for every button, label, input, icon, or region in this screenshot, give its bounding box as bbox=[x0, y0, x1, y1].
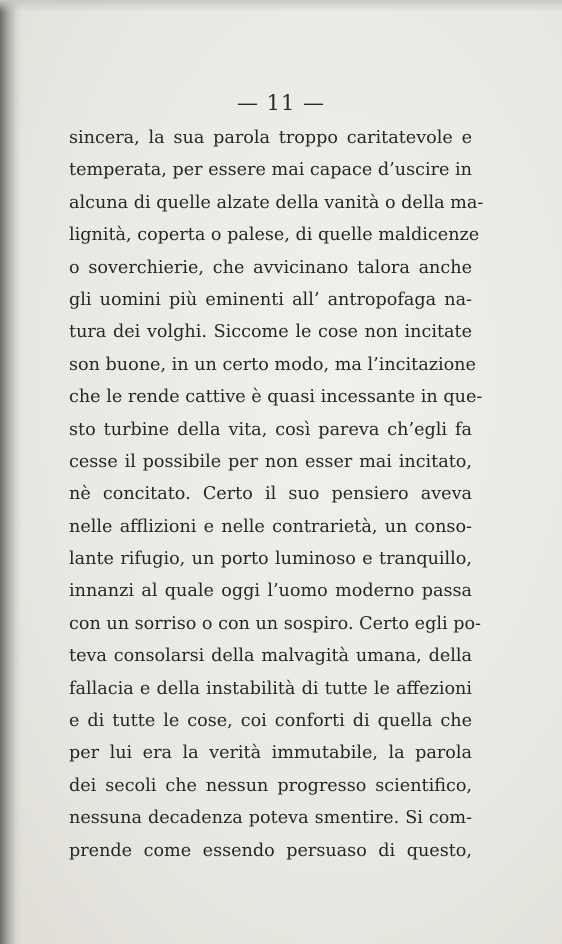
body-text bbox=[69, 122, 484, 867]
page-number: — 11 — bbox=[236, 91, 326, 115]
text-line: tura dei volghi. Siccome le cose non incitate bbox=[69, 322, 472, 343]
text-line: nessuna decadenza poteva smentire. Si com- bbox=[69, 808, 472, 829]
top-edge-shadow bbox=[0, 0, 562, 12]
text-line: che le rende cattive è quasi incessante in que- bbox=[69, 387, 483, 408]
text-line: prende come essendo persuaso di questo, bbox=[69, 840, 472, 861]
text-line: temperata, per essere mai capace d’uscire in bbox=[69, 160, 472, 181]
text-line: cesse il possibile per non esser mai incitato, bbox=[69, 451, 472, 472]
text-line: dei secoli che nessun progresso scientifico, bbox=[69, 775, 472, 796]
text-line: nè concitato. Certo il suo pensiero aveva bbox=[69, 484, 472, 505]
text-line: lante rifugio, un porto luminoso e tranquillo, bbox=[69, 549, 472, 570]
text-line: innanzi al quale oggi l’uomo moderno passa bbox=[69, 581, 472, 602]
text-line: son buone, in un certo modo, ma l’incitazione bbox=[69, 354, 476, 375]
binding-shadow bbox=[0, 0, 22, 944]
text-line: o soverchierie, che avvicinano talora anche bbox=[69, 257, 472, 278]
text-line: gli uomini più eminenti all’ antropofaga na- bbox=[69, 289, 472, 310]
text-line: sincera, la sua parola troppo caritatevole e bbox=[69, 128, 472, 148]
text-line: sto turbine della vita, così pareva ch’egli fa bbox=[69, 419, 472, 440]
text-line: teva consolarsi della malvagità umana, della bbox=[69, 646, 472, 667]
text-line: alcuna di quelle alzate della vanità o della ma- bbox=[69, 192, 484, 213]
text-line: e di tutte le cose, coi conforti di quella che bbox=[69, 711, 472, 732]
text-line: fallacia e della instabilità di tutte le affezioni bbox=[69, 678, 472, 699]
text-line: con un sorriso o con un sospiro. Certo egli po- bbox=[69, 613, 481, 634]
text-line: nelle afflizioni e nelle contrarietà, un conso- bbox=[69, 516, 472, 537]
text-line: lignità, coperta o palese, di quelle maldicenze bbox=[69, 225, 480, 246]
text-line: per lui era la verità immutabile, la parola bbox=[69, 743, 472, 764]
